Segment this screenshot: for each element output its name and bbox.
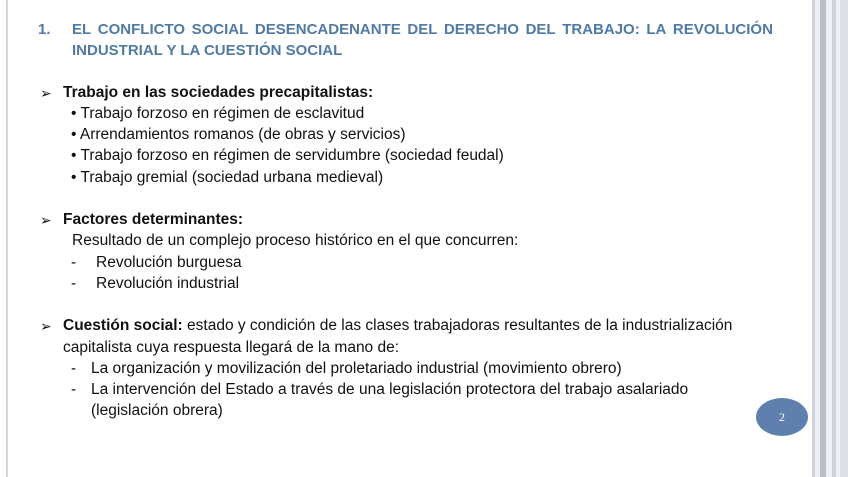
dash-icon: -: [71, 381, 77, 398]
section-2-intro: Resultado de un complejo proceso histórico en el que concurren:: [72, 232, 519, 249]
slide-title: [38, 19, 773, 61]
title-line-2: INDUSTRIAL Y LA CUESTIÓN SOCIAL: [72, 42, 343, 59]
bullet-icon: •: [71, 105, 77, 122]
arrow-bullet-icon: ➢: [40, 318, 52, 334]
section-3-line-1: Cuestión social: estado y condición de las clases trabajadoras resultantes de la industrialización: [63, 317, 733, 334]
section-1-item: • Trabajo forzoso en régimen de esclavitud: [71, 105, 365, 122]
section-1-item: • Trabajo forzoso en régimen de servidumbre (sociedad feudal): [71, 147, 504, 164]
section-3-item: La organización y movilización del proletariado industrial (movimiento obrero): [91, 360, 622, 377]
page-number-badge: 2: [756, 398, 808, 436]
section-2-heading: Factores determinantes:: [63, 211, 244, 228]
title-number: 1.: [38, 21, 51, 38]
bullet-icon: •: [71, 126, 77, 143]
section-3-line-2: capitalista cuya respuesta llegará de la mano de:: [63, 339, 400, 356]
arrow-bullet-icon: ➢: [40, 85, 52, 101]
bullet-icon: •: [71, 147, 77, 164]
section-3-item: La intervención del Estado a través de una legislación protectora del trabajo asalariado: [91, 381, 689, 398]
dash-icon: -: [71, 275, 77, 292]
section-3-item-continuation: (legislación obrera): [91, 402, 223, 419]
dash-icon: -: [71, 360, 77, 377]
section-2-item: Revolución industrial: [96, 275, 240, 292]
title-line-1: EL CONFLICTO SOCIAL DESENCADENANTE DEL DERECHO DEL TRABAJO: LA REVOLUCIÓN: [72, 21, 773, 38]
section-1-heading: Trabajo en las sociedades precapitalistas:: [63, 84, 374, 101]
bullet-icon: •: [71, 169, 77, 186]
section-3-heading: Cuestión social:: [63, 317, 183, 334]
right-decorative-frame: [812, 0, 848, 477]
arrow-bullet-icon: ➢: [40, 212, 52, 228]
dash-icon: -: [71, 254, 77, 271]
section-1-item: • Trabajo gremial (sociedad urbana medieval): [71, 169, 384, 186]
section-2-item: Revolución burguesa: [96, 254, 242, 271]
section-1-item: • Arrendamientos romanos (de obras y servicios): [71, 126, 406, 143]
left-border-rule: [6, 0, 8, 477]
